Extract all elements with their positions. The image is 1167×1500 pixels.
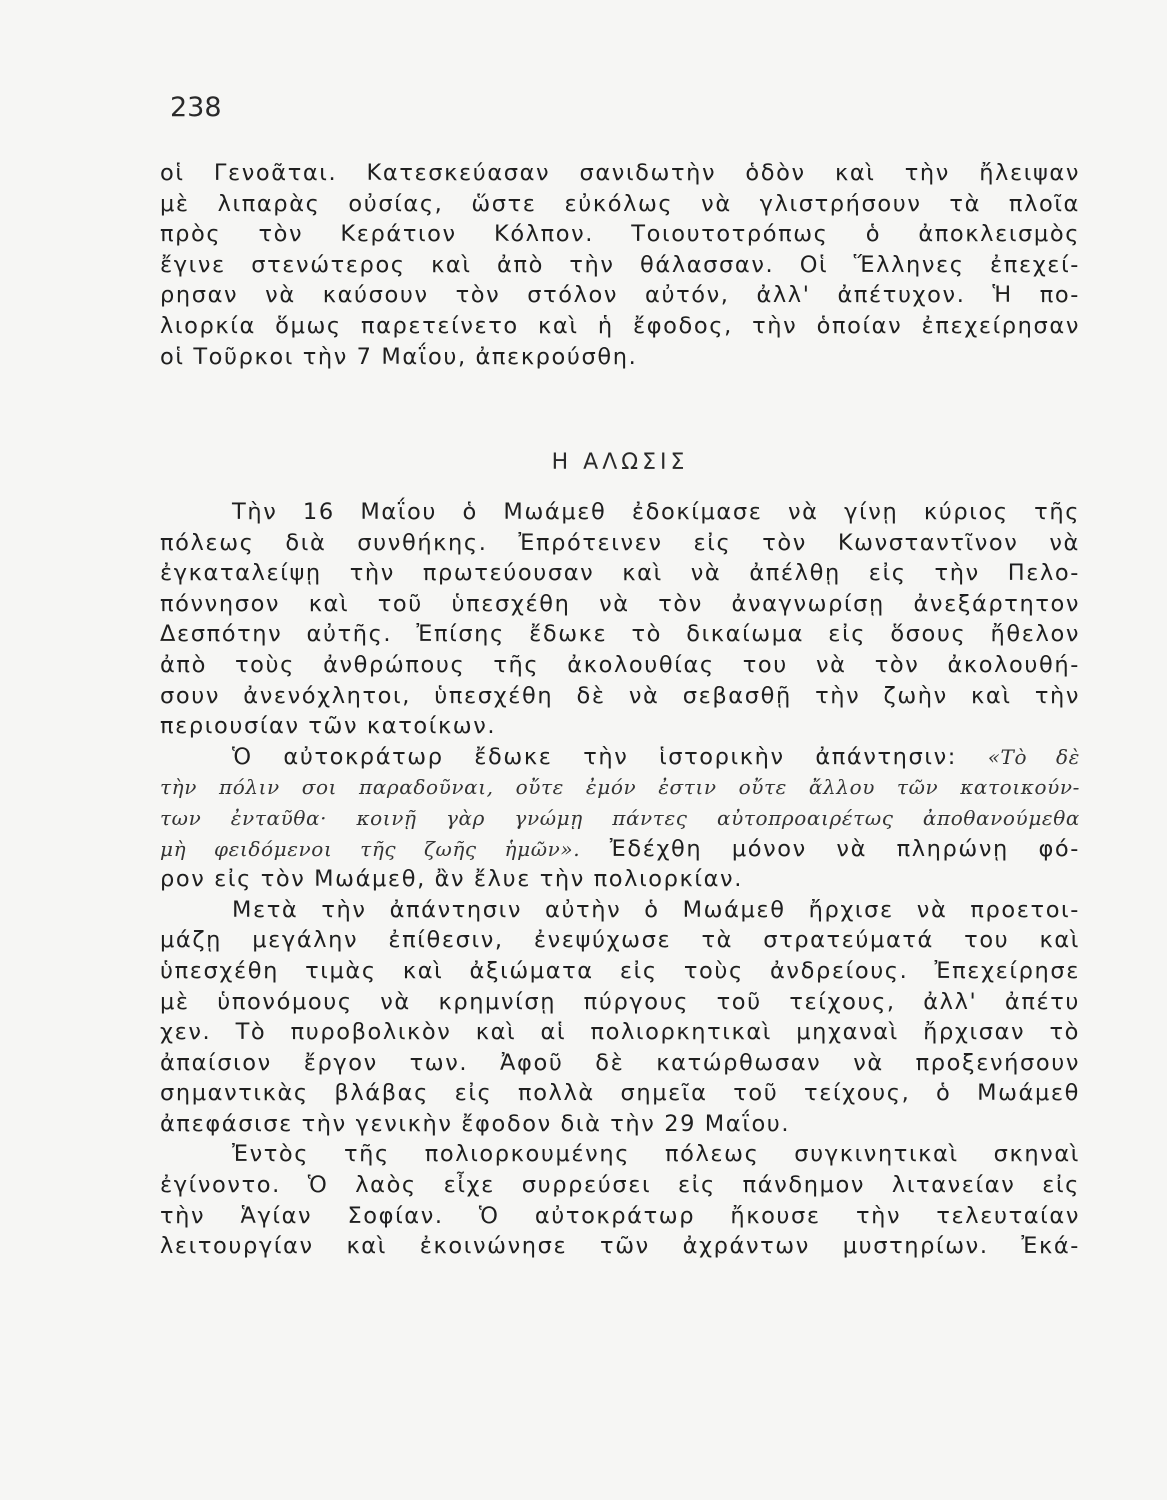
text-line: πόννησον καὶ τοῦ ὑπεσχέθη νὰ τὸν ἀναγνωρίσῃ ἀνεξάρτητον — [160, 590, 1080, 617]
text-line: Τὴν 16 Μαΐου ὁ Μωάμεθ ἐδοκίμασε νὰ γίνῃ κύριος τῆς — [232, 499, 1080, 525]
page-number: 238 — [170, 92, 222, 123]
quote-text-part: μὴ φειδόμενοι τῆς ζωῆς ἡμῶν». — [160, 836, 581, 861]
text-line: ἀπαίσιον ἔργον των. Ἀφοῦ δὲ κατώρθωσαν νὰ προξενήσουν — [160, 1049, 1080, 1076]
text-line: σουν ἀνενόχλητοι, ὑπεσχέθη δὲ νὰ σεβασθῇ τὴν ζωὴν καὶ τὴν — [160, 682, 1080, 709]
text-line: λιορκία ὅμως παρετείνετο καὶ ἡ ἔφοδος, τὴν ὁποίαν ἐπεχείρησαν — [160, 312, 1080, 339]
text-line: μὲ ὑπονόμους νὰ κρημνίσῃ πύργους τοῦ τείχους, ἀλλ' ἀπέτυ — [160, 988, 1080, 1015]
text-line: Δεσπότην αὐτῆς. Ἐπίσης ἔδωκε τὸ δικαίωμα εἰς ὅσους ἤθελον — [160, 621, 1080, 648]
text-line: περιουσίαν τῶν κατοίκων. — [160, 713, 497, 740]
text-line: σημαντικὰς βλάβας εἰς πολλὰ σημεῖα τοῦ τείχους, ὁ Μωάμεθ — [160, 1080, 1080, 1107]
text-line: ὑπεσχέθη τιμὰς καὶ ἀξιώματα εἰς τοὺς ἀνδρείους. Ἐπεχείρησε — [160, 957, 1080, 984]
text-line: οἱ Γενοᾶται. Κατεσκεύασαν σανιδωτὴν ὁδὸν καὶ τὴν ἤλειψαν — [160, 160, 1080, 186]
text-line: ἔγινε στενώτερος καὶ ἀπὸ τὴν θάλασσαν. Οἱ Ἕλληνες ἐπεχεί- — [160, 251, 1080, 278]
line-text-part: Ἐδέχθη μόνον νὰ πληρώνῃ φό- — [609, 835, 1080, 862]
quote-text-part: «Τὸ δὲ — [987, 744, 1080, 769]
text-line: πρὸς τὸν Κεράτιον Κόλπον. Τοιουτοτρόπως ὁ ἀποκλεισμὸς — [160, 221, 1080, 248]
text-line: ἀπὸ τοὺς ἀνθρώπους τῆς ἀκολουθίας του νὰ τὸν ἀκολουθή- — [160, 651, 1080, 678]
text-line: πόλεως διὰ συνθήκης. Ἐπρότεινεν εἰς τὸν Κωνσταντῖνον νὰ — [160, 529, 1080, 556]
text-line: μάζῃ μεγάλην ἐπίθεσιν, ἐνεψύχωσε τὰ στρατεύματά του καὶ — [160, 927, 1080, 954]
text-line: ρησαν νὰ καύσουν τὸν στόλον αὐτόν, ἀλλ' ἀπέτυχον. Ἡ πο- — [160, 282, 1080, 309]
section-body — [160, 497, 1080, 1262]
text-line-mixed — [160, 742, 1080, 773]
text-line-mixed — [160, 834, 1080, 865]
quote-line: των ἐνταῦθα· κοινῇ γὰρ γνώμῃ πάντες αὐτοπροαιρέτως ἀποθανούμεθα — [160, 805, 1080, 830]
text-line: ἀπεφάσισε τὴν γενικὴν ἔφοδον διὰ τὴν 29 Μαΐου. — [160, 1110, 791, 1137]
text-line: Ἐντὸς τῆς πολιορκουμένης πόλεως συγκινητικαὶ σκηναὶ — [232, 1141, 1080, 1168]
paragraph-siege — [160, 158, 1080, 372]
text-line: μὲ λιπαρὰς οὐσίας, ὥστε εὐκόλως νὰ γλιστρήσουν τὰ πλοῖα — [160, 190, 1080, 217]
quote-line: τὴν πόλιν σοι παραδοῦναι, οὔτε ἐμόν ἐστιν οὔτε ἄλλου τῶν κατοικούν- — [160, 775, 1080, 800]
text-line: λειτουργίαν καὶ ἐκοινώνησε τῶν ἀχράντων μυστηρίων. Ἐκά- — [160, 1233, 1080, 1260]
text-line: οἱ Τοῦρκοι τὴν 7 Μαΐου, ἀπεκρούσθη. — [160, 343, 638, 370]
text-line: Μετὰ τὴν ἀπάντησιν αὐτὴν ὁ Μωάμεθ ἤρχισε νὰ προετοι- — [232, 896, 1080, 923]
text-line: τὴν Ἁγίαν Σοφίαν. Ὁ αὐτοκράτωρ ἤκουσε τὴν τελευταίαν — [160, 1202, 1080, 1229]
text-line: χεν. Τὸ πυροβολικὸν καὶ αἱ πολιορκητικαὶ μηχαναὶ ἤρχισαν τὸ — [160, 1019, 1080, 1046]
line-text-part: Ὁ αὐτοκράτωρ ἔδωκε τὴν ἱστορικὴν ἀπάντησιν: — [232, 743, 957, 770]
text-line: ἐγίνοντο. Ὁ λαὸς εἶχε συρρεύσει εἰς πάνδημον λιτανείαν εἰς — [160, 1172, 1080, 1199]
section-heading: Η ΑΛΩΣΙΣ — [551, 450, 689, 475]
text-line: ἐγκαταλείψῃ τὴν πρωτεύουσαν καὶ νὰ ἀπέλθῃ εἰς τὴν Πελο- — [160, 560, 1080, 587]
text-line: ρον εἰς τὸν Μωάμεθ, ἂν ἔλυε τὴν πολιορκίαν. — [160, 866, 743, 893]
